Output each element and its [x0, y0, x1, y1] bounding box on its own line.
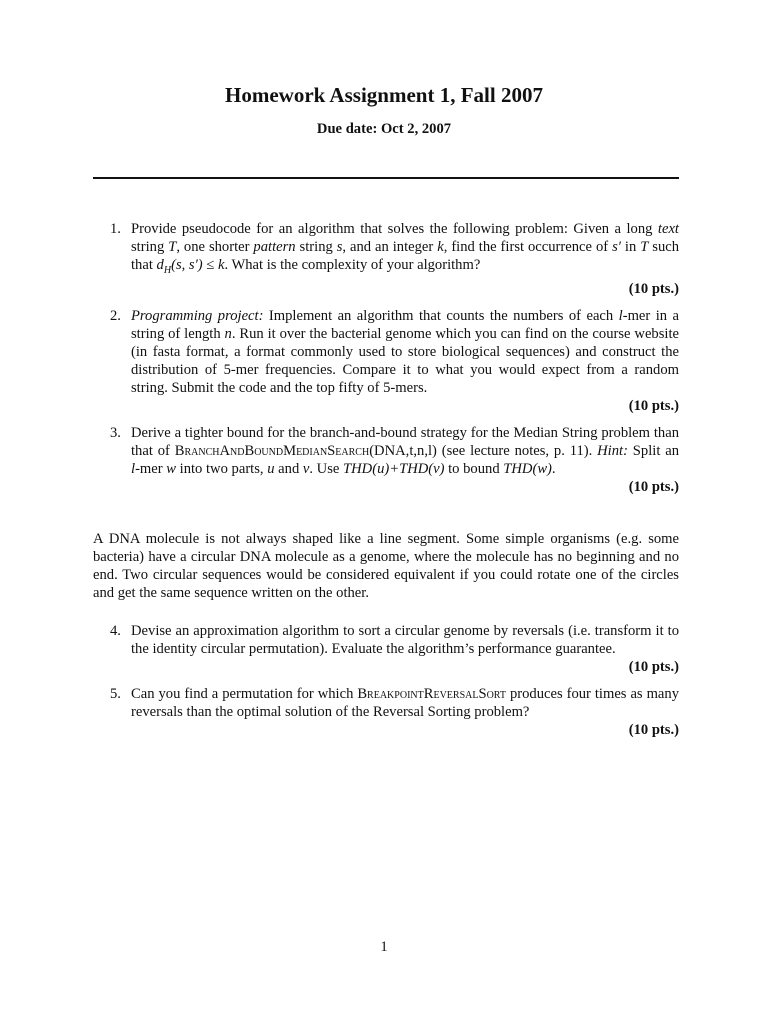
- problem-number: 5.: [110, 686, 121, 702]
- problem-number: 4.: [110, 623, 121, 639]
- problem-text: Provide pseudocode for an algorithm that solves the following problem: Given a long text string T, one shorter pattern string s, and an integer k, find the first occurrence of s′ in T such that $d_H(s$, s′) ≤ k. What is the complexity of your algorithm?: [131, 221, 680, 276]
- due-date: Due date: Oct 2, 2007: [316, 121, 452, 137]
- problem-number: 1.: [110, 221, 121, 237]
- problem-text: Devise an approximation algorithm to sort a circular genome by reversals (i.e. transform it to the identity circular permutation). Evaluate the algorithm’s performance guarantee.: [131, 623, 679, 657]
- horizontal-rule: [93, 177, 679, 179]
- problem-list-part-1: [93, 220, 679, 505]
- intro-paragraph: A DNA molecule is not always shaped like a line segment. Some simple organisms (e.g. some bacteria) have a circular DNA molecule as a genome, where the molecule has no beginning and no end. Two circular sequences would be considered equivalent if you could rotate one of the circles and get the same sequence written on the other.: [93, 531, 679, 601]
- problem-4: [93, 622, 679, 676]
- problem-3: [93, 424, 679, 496]
- page-number: 1: [380, 939, 388, 955]
- problem-number: 2.: [110, 307, 121, 324]
- problem-2: [93, 307, 679, 415]
- problem-text: Can you find a permutation for which BreakpointReversalSort produces four times as many reversals than the optimal solution of the Reversal Sorting problem?: [131, 686, 679, 720]
- problem-points: (10 pts.): [628, 280, 679, 297]
- problem-points: (10 pts.): [628, 722, 679, 738]
- problem-points: (10 pts.): [628, 478, 679, 495]
- problem-points: (10 pts.): [628, 659, 679, 675]
- problem-1: [93, 220, 679, 298]
- problem-points: (10 pts.): [628, 397, 679, 414]
- problem-text: Derive a tighter bound for the branch-and-bound strategy for the Median String problem than that of BranchAndBoundMedianSearch(DNA,t,n,l) (see lecture notes, p. 11). Hint: Split an l-mer w into two parts, u and v. Use THD(u)+THD(v) to bound THD(w).: [131, 424, 680, 477]
- problem-5: [93, 685, 679, 739]
- problem-list-part-2: [93, 622, 679, 748]
- problem-number: 3.: [110, 424, 121, 441]
- document-title: Homework Assignment 1, Fall 2007: [225, 83, 543, 107]
- problem-text: Programming project: Implement an algorithm that counts the numbers of each l-mer in a string of length n. Run it over the bacterial genome which you can find on the course website (in fasta format, a format commonly used to store biological sequences) and construct the distribution of 5-mer frequencies. Compare it to what you would expect from a random string. Submit the code and the top fifty of 5-mers.: [131, 307, 679, 396]
